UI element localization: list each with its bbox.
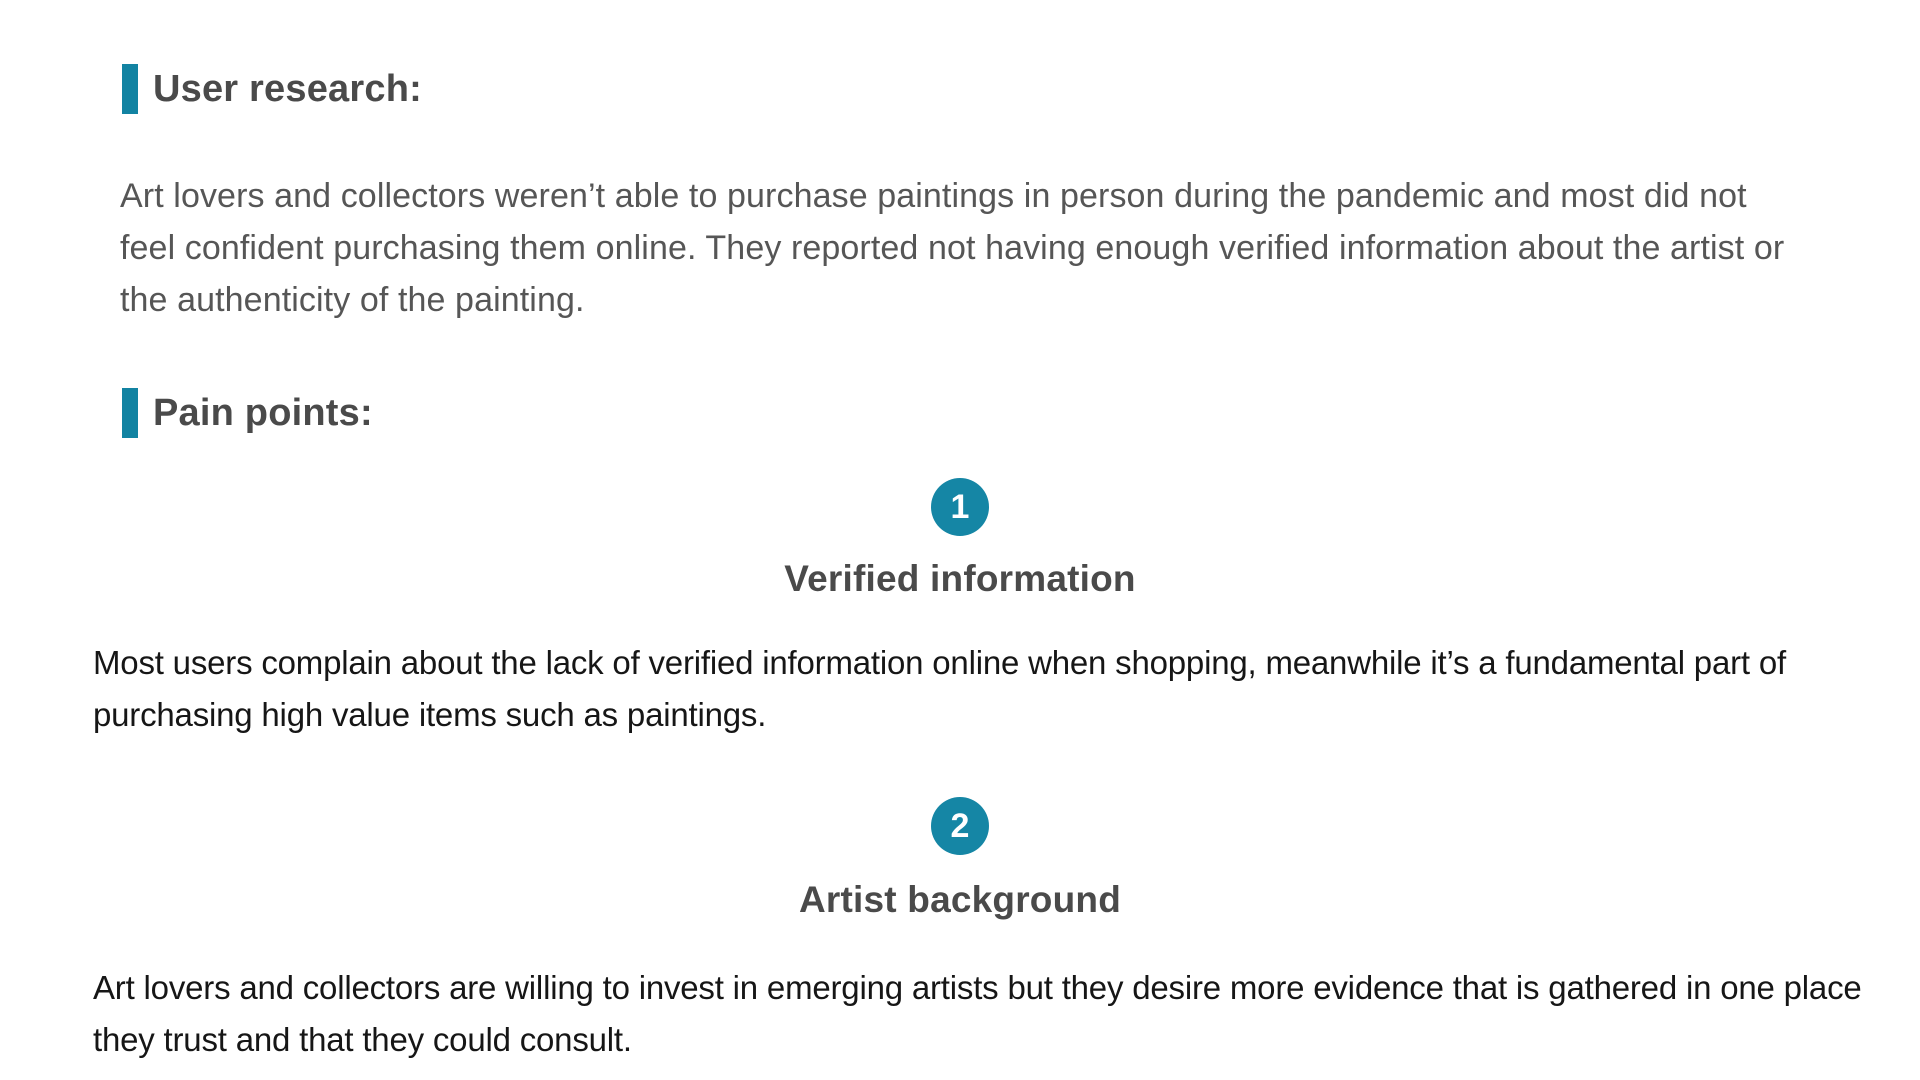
pain-point-item xyxy=(0,478,1920,741)
accent-bar xyxy=(122,388,138,438)
pain-point-number-badge: 2 xyxy=(931,797,989,855)
pain-point-title: Artist background xyxy=(798,879,1122,920)
pain-points-heading-label: Pain points: xyxy=(153,391,373,434)
user-research-heading xyxy=(122,64,1920,114)
pain-point-description: Art lovers and collectors are willing to invest in emerging artists but they desire more evidence that is gathered in one place they trust and that they could consult. xyxy=(93,969,1862,1058)
pain-point-description: Most users complain about the lack of verified information online when shopping, meanwhile it’s a fundamental part of purchasing high value items such as paintings. xyxy=(93,644,1786,733)
user-research-paragraph: Art lovers and collectors weren’t able to purchase paintings in person during the pandemic and most did not feel confident purchasing them online. They reported not having enough verified information about the artist or the authenticity of the painting. xyxy=(120,177,1785,319)
pain-point-title: Verified information xyxy=(784,558,1136,599)
pain-point-item xyxy=(0,797,1920,1066)
pain-points-heading xyxy=(122,388,1920,438)
user-research-heading-label: User research: xyxy=(153,67,422,110)
accent-bar xyxy=(122,64,138,114)
pain-point-number-badge: 1 xyxy=(931,478,989,536)
